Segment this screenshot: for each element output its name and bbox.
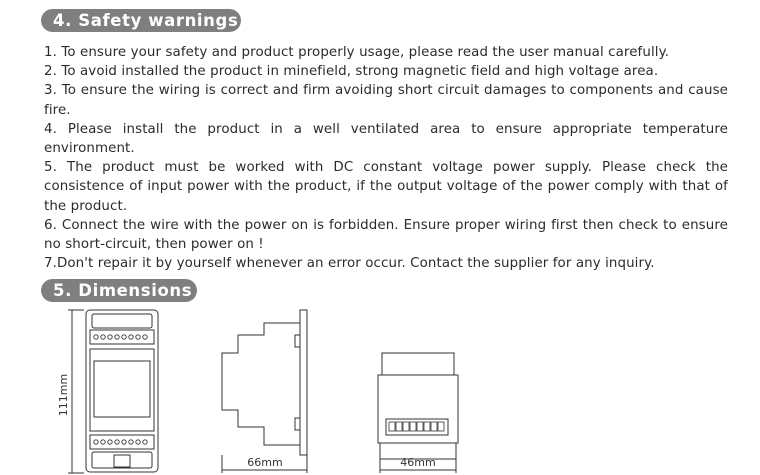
end-view-drawing: [378, 353, 458, 473]
warning-item-5: 5. The product must be worked with DC constant voltage power supply. Please check the consistence of input power with the product, if the output voltage of the power comply with that of the product.: [44, 160, 728, 214]
warning-item-3: 3. To ensure the wiring is correct and firm avoiding short circuit damages to components and cause fire.: [44, 83, 728, 118]
section-5-heading: 5. Dimensions: [41, 279, 197, 302]
safety-warnings-list: [44, 43, 728, 273]
warning-item-6: 6. Connect the wire with the power on is forbidden. Ensure proper wiring first then check to ensure no short-circuit, then power on !: [44, 217, 728, 253]
warning-item-4: 4. Please install the product in a well ventilated area to ensure appropriate temperature environment.: [44, 121, 728, 157]
dimensions-drawings: [0, 305, 760, 475]
warning-item-7: 7.Don't repair it by yourself whenever an error occur. Contact the supplier for any inquiry.: [44, 256, 655, 272]
side-view-drawing: [222, 310, 307, 473]
height-dimension-label: 111mm: [57, 373, 70, 417]
warning-item-2: 2. To avoid installed the product in minefield, strong magnetic field and high voltage area.: [44, 64, 659, 80]
section-4-heading: 4. Safety warnings: [41, 9, 241, 32]
end-width-dimension-label: 46mm: [400, 456, 436, 469]
side-width-dimension-label: 66mm: [247, 456, 283, 469]
front-view-drawing: [68, 310, 158, 473]
warning-item-1: 1. To ensure your safety and product properly usage, please read the user manual carefully.: [44, 45, 670, 60]
